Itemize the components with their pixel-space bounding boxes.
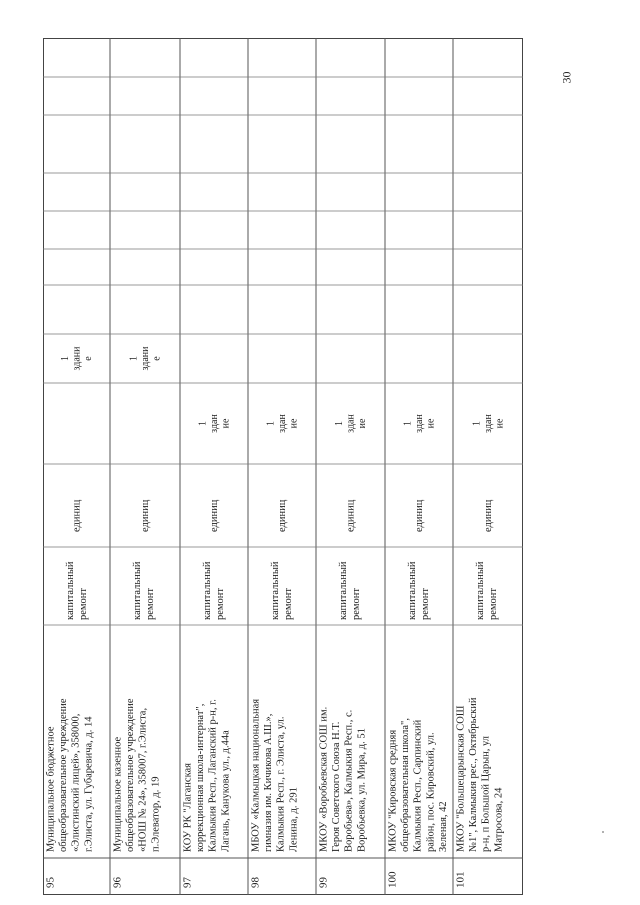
- school-name-line: МКОУ «Воробьевская СОШ им.: [318, 706, 330, 852]
- building-count-b: 1: [265, 421, 277, 426]
- school-name-line: Калмыкия Респ., Лаганский р-н, г.: [207, 699, 219, 852]
- row-number: 97: [181, 877, 194, 888]
- scan-speck: [602, 831, 604, 833]
- building-count-a: е: [151, 356, 163, 361]
- unit-label: единиц: [71, 499, 83, 532]
- building-count-b: здан: [482, 414, 494, 433]
- school-name-line: Калмыкия Респ., Сарпинский: [412, 719, 424, 852]
- school-name-line: общеобразовательное учреждение: [58, 698, 70, 852]
- row-number: 100: [386, 871, 399, 888]
- school-name-line: Ленина, д. 291: [288, 787, 300, 852]
- school-name-line: р-н, п Большой Царын, ул: [480, 735, 492, 852]
- work-type-line: капитальный: [201, 561, 213, 620]
- building-count-a: 1: [59, 356, 71, 361]
- building-count-b: 1: [402, 421, 414, 426]
- school-name-line: Муниципальное казенное: [112, 736, 124, 852]
- work-type-line: ремонт: [350, 587, 362, 620]
- school-name-line: №1", Калмыкия рес., Октябрьский: [468, 697, 480, 852]
- building-count-b: ие: [425, 418, 437, 429]
- work-type-line: капитальный: [64, 561, 76, 620]
- school-name-line: МКОУ "Большецарынская СОШ: [455, 705, 467, 852]
- building-count-b: 1: [333, 421, 345, 426]
- building-count-a: здани: [139, 346, 151, 371]
- building-count-b: ие: [220, 418, 232, 429]
- unit-label: единиц: [209, 499, 220, 532]
- work-type-line: капитальный: [269, 561, 281, 620]
- work-type-line: ремонт: [282, 587, 294, 620]
- school-name-line: МКОУ "Кировская средняя: [387, 729, 399, 852]
- row-number: 95: [44, 877, 57, 888]
- work-type-line: ремонт: [144, 587, 156, 620]
- unit-label: единиц: [414, 499, 425, 532]
- work-type-line: ремонт: [487, 587, 499, 620]
- school-name-line: Воробьевка, ул. Мира, д. 51: [356, 728, 368, 852]
- school-name-line: общеобразовательная школа",: [400, 718, 412, 852]
- page-number: 30: [559, 71, 574, 84]
- row-number: 98: [249, 877, 262, 888]
- building-count-b: здан: [413, 414, 425, 433]
- building-count-b: ие: [356, 418, 368, 429]
- school-name-line: район, пос. Кировский, ул.: [425, 732, 437, 852]
- school-name-line: «НОШ № 24», 358007, г.Элиста,: [137, 707, 149, 852]
- work-type-line: капитальный: [131, 561, 143, 620]
- work-type-line: ремонт: [77, 587, 89, 620]
- building-count-b: здан: [345, 414, 357, 433]
- work-type-line: ремонт: [419, 587, 431, 620]
- unit-label: единиц: [140, 499, 151, 532]
- building-count-b: 1: [471, 421, 483, 426]
- school-name-line: Калмыкия Респ., г. Элиста, ул.: [275, 716, 287, 852]
- unit-label: единиц: [483, 499, 494, 532]
- school-name-line: Лагань, Канукова ул., д.44а: [220, 730, 232, 852]
- school-name-line: Матросова, 24: [493, 787, 505, 852]
- row-number: 99: [317, 877, 330, 888]
- rotated-table: [43, 38, 523, 895]
- school-name-line: общеобразовательное учреждение: [125, 698, 137, 852]
- building-count-b: 1: [197, 421, 209, 426]
- work-type-line: капитальный: [474, 561, 486, 620]
- school-name-line: КОУ РК "Лаганская: [182, 762, 194, 852]
- school-name-line: г.Элиста, ул. Губаревича, д. 14: [83, 716, 95, 852]
- row-number: 96: [111, 877, 124, 888]
- school-name-line: «Элистинский лицей», 358000,: [70, 713, 82, 852]
- table-container: [43, 38, 523, 895]
- school-name-line: Воробьева», Калмыкия Респ., с.: [343, 709, 355, 852]
- work-type-line: капитальный: [406, 561, 418, 620]
- building-count-b: здан: [276, 414, 288, 433]
- school-name-line: Муниципальное бюджетное: [45, 726, 57, 852]
- building-count-a: здани: [71, 346, 83, 371]
- building-count-a: е: [82, 356, 94, 361]
- school-name-line: Зеленая, 42: [437, 801, 449, 852]
- work-type-line: капитальный: [337, 561, 349, 620]
- school-name-line: п.Элеватор, д. 19: [150, 776, 162, 852]
- school-name-line: МБОУ «Калмыцкая национальная: [250, 698, 262, 852]
- building-count-b: ие: [288, 418, 300, 429]
- building-count-a: 1: [128, 356, 140, 361]
- school-name-line: коррекционная школа-интернат",: [195, 703, 207, 852]
- work-type-line: ремонт: [214, 587, 226, 620]
- building-count-b: ие: [494, 418, 506, 429]
- unit-label: единиц: [277, 499, 288, 532]
- school-name-line: гимназия им. Кичикова А.Ш.»,: [263, 713, 275, 852]
- building-count-b: здан: [208, 414, 220, 433]
- row-number: 101: [454, 871, 467, 888]
- unit-label: единиц: [345, 499, 357, 532]
- school-name-line: Героя Советского Союза Н.Т.: [331, 721, 343, 852]
